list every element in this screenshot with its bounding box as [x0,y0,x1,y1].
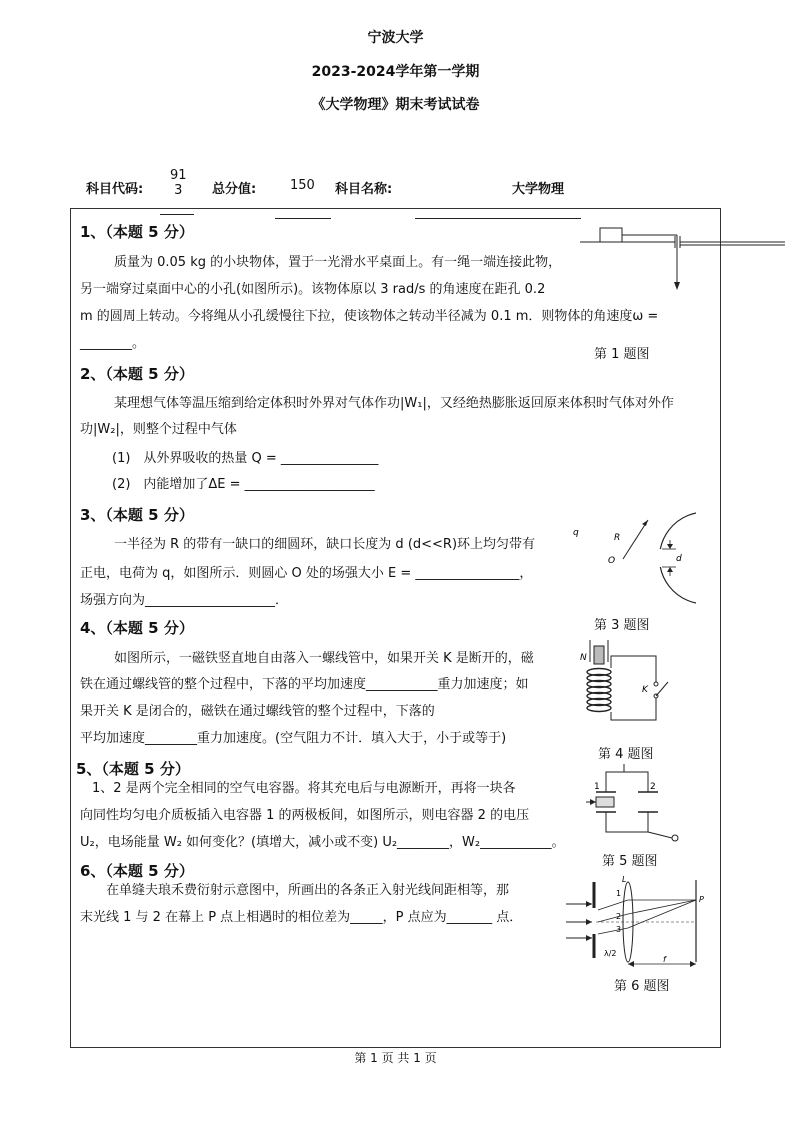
q3-label-o: O [608,556,616,566]
q1-line-4: ________。 [80,336,146,351]
q1-line-3: m 的圆周上转动。今将绳从小孔缓慢往下拉，使该物体之转动半径减为 0.1 m．则物体的角速度ω = [80,309,659,324]
q6-label-l: L [622,875,627,884]
university-title: 宁波大学 [367,30,424,46]
q5-label-1: 1 [594,782,600,792]
q3-figure [566,510,696,610]
q4-line-1: 如图所示，一磁铁竖直地自由落入一螺线管中，如果开关 K 是断开的，磁 [114,651,534,666]
q3-line-1: 一半径为 R 的带有一缺口的细圆环，缺口长度为 d (d<<R)环上均匀带有 [114,537,536,552]
q3-line-2: 正电，电荷为 q，如图所示．则圆心 O 处的场强大小 E = ________________， [80,566,533,581]
q6-label-p: P [699,895,704,904]
q6-figure-caption: 第 6 题图 [614,979,670,994]
q3-line-3: 场强方向为____________________． [80,593,289,608]
q1-figure-caption: 第 1 题图 [594,347,650,362]
q3-label-q: q [573,528,579,538]
q1-heading: 1、（本题 5 分） [80,223,194,241]
score-value: 150 [290,178,315,193]
q5-figure-caption: 第 5 题图 [602,854,658,869]
q6-label-3: 3 [616,925,622,934]
name-value: 大学物理 [512,182,565,197]
q4-label-k: K [642,685,648,695]
q3-figure-caption: 第 3 题图 [594,618,650,633]
q6-line-1: 在单缝夫琅禾费衍射示意图中，所画出的各条正入射光线间距相等，那 [106,883,510,898]
q2-line-2: 功|W₂|，则整个过程中气体 [80,422,237,437]
q5-label-2: 2 [650,782,656,792]
q4-label-n: N [580,653,587,663]
q2-line-1: 某理想气体等温压缩到给定体积时外界对气体作功|W₁|，又经绝热膨胀返回原来体积时气体对外作 [114,396,674,411]
q1-line-1: 质量为 0.05 kg 的小块物体，置于一光滑水平桌面上。有一绳一端连接此物， [114,255,562,270]
name-label: 科目名称: [335,182,393,197]
q2-line-4: (2) 内能增加了ΔE = ____________________ [112,477,375,492]
q6-label-1: 1 [616,889,622,898]
q2-heading: 2、（本题 5 分） [80,365,194,383]
q6-label-f: f [663,955,666,964]
q6-figure [566,874,716,970]
q4-line-2: 铁在通过螺线管的整个过程中，下落的平均加速度___________重力加速度；如 [80,677,529,692]
q4-line-3: 果开关 K 是闭合的，磁铁在通过螺线管的整个过程中，下落的 [80,704,435,719]
semester-title: 2023-2024学年第一学期 [311,64,480,80]
q1-line-2: 另一端穿过桌面中心的小孔(如图所示)。该物体原以 3 rad/s 的角速度在距孔 0.2 [80,282,546,297]
q6-label-half-lambda: λ/2 [604,949,617,958]
score-label: 总分值: [212,182,257,197]
q5-line-2: 向同性均匀电介质板插入电容器 1 的两极板间，如图所示，则电容器 2 的电压 [80,808,530,823]
q5-line-1: 1、2 是两个完全相同的空气电容器。将其充电后与电源断开，再将一块各 [92,781,516,796]
q2-line-3: (1) 从外界吸收的热量 Q = _______________ [112,451,379,466]
q4-line-4: 平均加速度________重力加速度。(空气阻力不计．填入大于，小于或等于) [80,731,507,746]
page-footer: 第 1 页 共 1 页 [354,1051,437,1065]
q6-label-2: 2 [616,912,622,921]
q3-label-d: d [676,554,682,564]
q1-figure [580,222,790,294]
q6-line-2: 末光线 1 与 2 在幕上 P 点上相遇时的相位差为_____，P 点应为_______ 点． [80,910,523,925]
q4-figure [574,638,674,738]
code-value: 91 3 [170,168,187,198]
q6-heading: 6、（本题 5 分） [80,862,194,880]
q5-heading: 5、（本题 5 分） [76,760,190,778]
q4-heading: 4、（本题 5 分） [80,619,194,637]
exam-title: 《大学物理》期末考试试卷 [311,97,480,113]
code-label: 科目代码: [86,182,144,197]
q5-line-3: U₂，电场能量 W₂ 如何变化？(填增大，减小或不变) U₂________，W₂___________。 [80,835,565,850]
q3-label-r: R [614,533,621,543]
q3-heading: 3、（本题 5 分） [80,506,194,524]
q5-figure [586,764,686,844]
q4-figure-caption: 第 4 题图 [598,747,654,762]
